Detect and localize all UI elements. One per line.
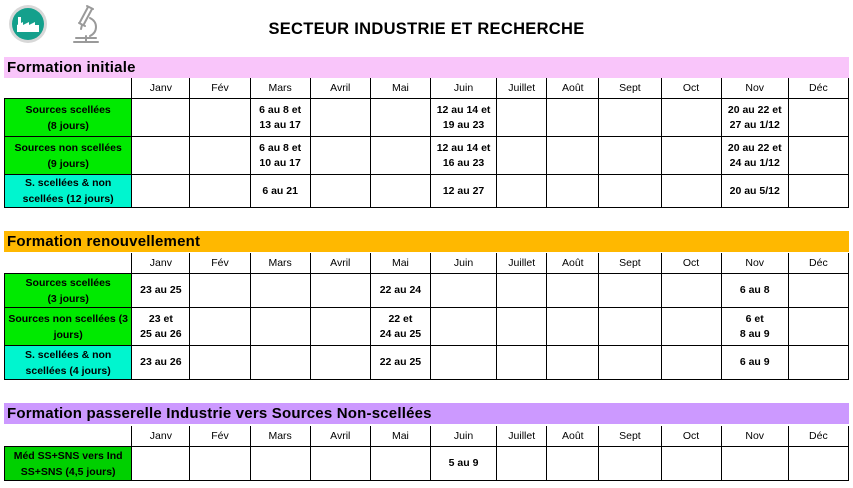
date-cell-sept (599, 99, 661, 137)
course-label-line: Sources scellées (25, 103, 111, 116)
date-cell-août (547, 308, 599, 346)
date-cell-mai (370, 274, 430, 308)
date-cell-mars (250, 274, 310, 308)
date-cell-mars (250, 346, 310, 380)
date-text: 20 au 5/12 (729, 184, 780, 197)
course-label-line: (8 jours) (47, 119, 89, 132)
blank-header-cell (5, 426, 132, 447)
course-label-line: scellées (4 jours) (25, 364, 111, 377)
course-label (5, 99, 132, 137)
month-header-9: Oct (661, 78, 721, 99)
date-cell-juin (430, 346, 496, 380)
date-text: 13 au 17 (259, 118, 301, 131)
course-label-line: Sources non scellées (3 (8, 312, 128, 325)
date-cell-nov (721, 137, 788, 175)
date-cell-mars (250, 175, 310, 208)
course-label-line: Méd SS+SNS vers Ind (13, 449, 123, 462)
month-header-3: Avril (310, 78, 370, 99)
course-label (5, 274, 132, 308)
date-text: 12 au 14 et (436, 103, 491, 116)
month-header-3: Avril (310, 253, 370, 274)
month-header-5: Juin (430, 78, 496, 99)
month-header-10: Nov (721, 426, 788, 447)
course-label (5, 447, 132, 481)
date-cell-janv (132, 99, 190, 137)
date-text: 16 au 23 (442, 156, 485, 169)
date-cell-oct (661, 447, 721, 481)
date-cell-mai (370, 99, 430, 137)
date-text: 6 au 9 (739, 356, 770, 368)
month-header-2: Mars (250, 426, 310, 447)
date-cell-mars (250, 99, 310, 137)
month-header-0: Janv (132, 78, 190, 99)
month-header-0: Janv (132, 253, 190, 274)
date-cell-sept (599, 308, 661, 346)
date-cell-avril (310, 175, 370, 208)
month-header-4: Mai (370, 78, 430, 99)
month-header-6: Juillet (497, 253, 547, 274)
month-header-11: Déc (788, 426, 848, 447)
month-header-5: Juin (430, 426, 496, 447)
month-header-7: Août (547, 253, 599, 274)
course-label-line: jours) (53, 328, 83, 341)
date-cell-mai (370, 137, 430, 175)
date-cell-déc (788, 274, 848, 308)
date-text: 23 et (148, 312, 173, 325)
month-header-row (5, 253, 849, 274)
month-header-8: Sept (599, 78, 661, 99)
date-cell-août (547, 99, 599, 137)
date-cell-déc (788, 175, 848, 208)
course-label (5, 175, 132, 208)
date-cell-fév (190, 447, 250, 481)
date-text: 19 au 23 (442, 118, 485, 131)
date-cell-nov (721, 346, 788, 380)
date-text: 23 au 25 (140, 284, 182, 296)
date-cell-oct (661, 137, 721, 175)
course-label-line: scellées (12 jours) (22, 193, 114, 205)
table-row (5, 99, 849, 137)
date-cell-mai (370, 447, 430, 481)
table-row (5, 175, 849, 208)
date-cell-sept (599, 274, 661, 308)
month-header-7: Août (547, 78, 599, 99)
month-header-2: Mars (250, 253, 310, 274)
date-text: 6 au 8 et (259, 141, 302, 154)
date-text: 12 au 14 et (436, 141, 491, 154)
date-cell-fév (190, 308, 250, 346)
blank-header-cell (5, 253, 132, 274)
date-cell-sept (599, 175, 661, 208)
date-cell-fév (190, 99, 250, 137)
date-cell-avril (310, 346, 370, 380)
month-header-4: Mai (370, 253, 430, 274)
date-cell-mars (250, 308, 310, 346)
month-header-11: Déc (788, 78, 848, 99)
date-cell-janv (132, 308, 190, 346)
date-cell-juin (430, 137, 496, 175)
month-header-8: Sept (599, 253, 661, 274)
date-cell-nov (721, 175, 788, 208)
date-cell-mai (370, 308, 430, 346)
date-text: 6 au 8 (739, 284, 770, 296)
course-label-line: Sources non scellées (14, 141, 122, 154)
blank-header-cell (5, 78, 132, 99)
course-label-line: Sources scellées (25, 276, 111, 289)
month-header-row (5, 78, 849, 99)
date-cell-fév (190, 175, 250, 208)
date-cell-mai (370, 175, 430, 208)
month-header-8: Sept (599, 426, 661, 447)
date-cell-déc (788, 346, 848, 380)
month-header-10: Nov (721, 78, 788, 99)
date-cell-juillet (497, 346, 547, 380)
date-cell-mars (250, 447, 310, 481)
date-cell-nov (721, 99, 788, 137)
date-cell-oct (661, 274, 721, 308)
date-cell-août (547, 447, 599, 481)
month-header-0: Janv (132, 426, 190, 447)
date-cell-avril (310, 274, 370, 308)
month-header-10: Nov (721, 253, 788, 274)
date-cell-juin (430, 447, 496, 481)
table-row (5, 274, 849, 308)
date-cell-nov (721, 308, 788, 346)
date-cell-juillet (497, 137, 547, 175)
date-cell-juin (430, 274, 496, 308)
month-header-9: Oct (661, 426, 721, 447)
schedule-table-formation-renouvellement (4, 253, 849, 380)
date-cell-sept (599, 447, 661, 481)
course-label-line: (3 jours) (47, 292, 89, 305)
date-cell-oct (661, 175, 721, 208)
section-header-formation-initiale: Formation initiale (4, 57, 849, 78)
date-cell-déc (788, 99, 848, 137)
table-row (5, 137, 849, 175)
date-cell-oct (661, 99, 721, 137)
month-header-3: Avril (310, 426, 370, 447)
date-text: 20 au 22 et (727, 141, 782, 154)
date-cell-mai (370, 346, 430, 380)
month-header-6: Juillet (497, 78, 547, 99)
page-title: SECTEUR INDUSTRIE ET RECHERCHE (268, 20, 585, 38)
date-cell-janv (132, 346, 190, 380)
date-cell-déc (788, 447, 848, 481)
table-row (5, 308, 849, 346)
month-header-7: Août (547, 426, 599, 447)
schedule-table-formation-passerelle (4, 426, 849, 481)
date-cell-août (547, 137, 599, 175)
date-text: 10 au 17 (259, 156, 301, 169)
course-label (5, 346, 132, 380)
date-cell-juin (430, 308, 496, 346)
date-text: 6 au 8 et (259, 103, 302, 116)
date-text: 24 au 25 (379, 327, 422, 340)
month-header-1: Fév (190, 78, 250, 99)
date-text: 20 au 22 et (727, 103, 782, 116)
date-cell-déc (788, 308, 848, 346)
date-cell-juin (430, 99, 496, 137)
month-header-4: Mai (370, 426, 430, 447)
date-text: 6 au 21 (262, 184, 298, 197)
date-cell-nov (721, 274, 788, 308)
date-text: 5 au 9 (448, 457, 479, 469)
month-header-1: Fév (190, 426, 250, 447)
table-row (5, 346, 849, 380)
date-cell-juillet (497, 308, 547, 346)
date-cell-fév (190, 346, 250, 380)
section-header-formation-renouvellement: Formation renouvellement (4, 231, 849, 252)
date-cell-oct (661, 346, 721, 380)
month-header-row (5, 426, 849, 447)
date-cell-avril (310, 137, 370, 175)
date-cell-août (547, 175, 599, 208)
date-cell-janv (132, 175, 190, 208)
month-header-2: Mars (250, 78, 310, 99)
date-cell-août (547, 274, 599, 308)
date-cell-oct (661, 308, 721, 346)
date-text: 6 et (745, 312, 764, 325)
date-cell-juin (430, 175, 496, 208)
date-cell-juillet (497, 274, 547, 308)
date-text: 24 au 1/12 (729, 156, 780, 169)
date-cell-avril (310, 99, 370, 137)
date-cell-nov (721, 447, 788, 481)
date-cell-fév (190, 274, 250, 308)
month-header-11: Déc (788, 253, 848, 274)
date-text: 22 au 24 (379, 284, 422, 296)
date-text: 23 au 26 (140, 356, 182, 368)
course-label-line: S. scellées & non (24, 348, 112, 361)
month-header-1: Fév (190, 253, 250, 274)
date-cell-janv (132, 137, 190, 175)
date-cell-janv (132, 447, 190, 481)
date-cell-juillet (497, 175, 547, 208)
date-text: 22 et (388, 312, 413, 325)
date-text: 27 au 1/12 (729, 118, 780, 131)
month-header-5: Juin (430, 253, 496, 274)
course-label-line: S. scellées & non (24, 177, 112, 189)
date-text: 22 au 25 (379, 356, 422, 368)
date-cell-déc (788, 137, 848, 175)
course-label-line: (9 jours) (47, 157, 89, 170)
date-cell-sept (599, 346, 661, 380)
date-cell-fév (190, 137, 250, 175)
course-label (5, 137, 132, 175)
date-text: 8 au 9 (739, 327, 770, 340)
month-header-6: Juillet (497, 426, 547, 447)
date-cell-août (547, 346, 599, 380)
date-text: 25 au 26 (140, 327, 182, 340)
date-cell-janv (132, 274, 190, 308)
date-cell-avril (310, 447, 370, 481)
date-cell-juillet (497, 99, 547, 137)
date-cell-avril (310, 308, 370, 346)
date-cell-juillet (497, 447, 547, 481)
table-row (5, 447, 849, 481)
month-header-9: Oct (661, 253, 721, 274)
section-header-formation-passerelle: Formation passerelle Industrie vers Sources Non-scellées (4, 403, 849, 424)
date-text: 12 au 27 (442, 184, 485, 197)
course-label-line: SS+SNS (4,5 jours) (20, 465, 116, 478)
course-label (5, 308, 132, 346)
date-cell-sept (599, 137, 661, 175)
schedule-table-formation-initiale (4, 78, 849, 208)
date-cell-mars (250, 137, 310, 175)
